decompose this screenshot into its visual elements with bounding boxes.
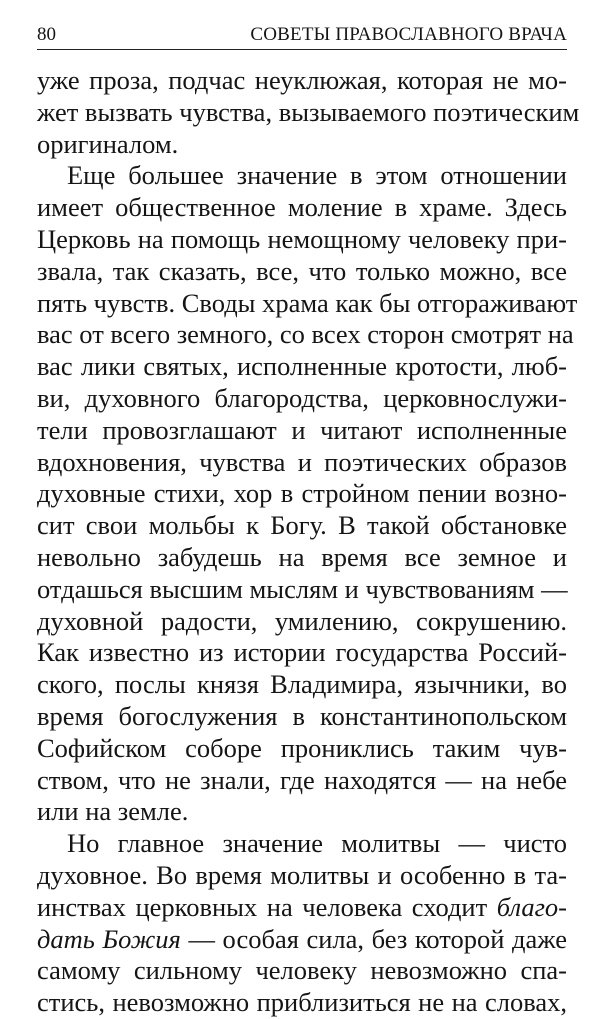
text-line: уже проза, подчас неуклюжая, которая не мо- (37, 65, 567, 95)
body-text (37, 65, 580, 1019)
text-line: вдохновения, чувства и поэтических образов (37, 446, 567, 477)
text-line: невольно забудешь на время все земное и (37, 541, 567, 572)
text-line-with-italic (37, 892, 567, 924)
text-line: Софийском соборе прониклись таким чув- (37, 732, 567, 763)
text-line: Церковь на помощь немощному человеку при- (37, 223, 567, 254)
text-line: сит свои мольбы к Богу. В такой обстановке (37, 510, 567, 541)
text-line: стись, невозможно приблизиться не на словах, (37, 987, 567, 1018)
text-line: оригиналом. (37, 128, 179, 159)
text-line: духовной радости, умилению, сокрушению. (37, 605, 567, 636)
text-line: духовные стихи, хор в стройном пении возно- (37, 478, 567, 509)
header-rule (37, 49, 567, 50)
text-line: самому сильному человеку невозможно спа- (37, 955, 567, 986)
running-title: СОВЕТЫ ПРАВОСЛАВНОГО ВРАЧА (250, 24, 567, 45)
text-line: или на земле. (37, 796, 189, 827)
paragraph-start-line: Но главное значение молитвы — чисто (67, 828, 567, 859)
text-line: духовное. Во время молитвы и особенно в та- (37, 859, 567, 890)
text-segment: инствах церковных на человека сходит (37, 891, 488, 922)
text-line: ского, послы князя Владимира, язычники, во (37, 669, 567, 700)
text-line: ством, что не знали, где находятся — на небе (37, 764, 567, 795)
paragraph-start-line: Еще большее значение в этом отношении (67, 160, 567, 191)
text-line: жет вызвать чувства, вызываемого поэтическим (37, 96, 580, 127)
text-segment: — особая сила, без которой даже (180, 923, 567, 954)
italic-term: благо- (496, 891, 567, 922)
text-line: тели провозглашают и читают исполненные (37, 414, 567, 445)
running-header (37, 22, 567, 48)
text-line: пять чувств. Своды храма как бы отгораживают (37, 287, 578, 318)
text-line: вас лики святых, исполненные кротости, люб- (37, 351, 567, 382)
text-line: Как известно из истории государства Россий- (37, 637, 567, 668)
text-line: вас от всего земного, со всех сторон смотрят на (37, 319, 574, 350)
text-line: звала, так сказать, все, что только можно, все (37, 255, 567, 286)
text-line: имеет общественное моление в храме. Здесь (37, 192, 567, 223)
page-number: 80 (37, 24, 56, 45)
text-line-with-italic (37, 924, 567, 956)
text-line: ви, духовного благородства, церковнослужи- (37, 382, 567, 413)
text-line: время богослужения в константинопольском (37, 700, 567, 731)
text-line: отдашься высшим мыслям и чувствованиям — (37, 573, 568, 604)
italic-term: дать (37, 923, 95, 954)
italic-term-cont: Божия (102, 923, 181, 954)
